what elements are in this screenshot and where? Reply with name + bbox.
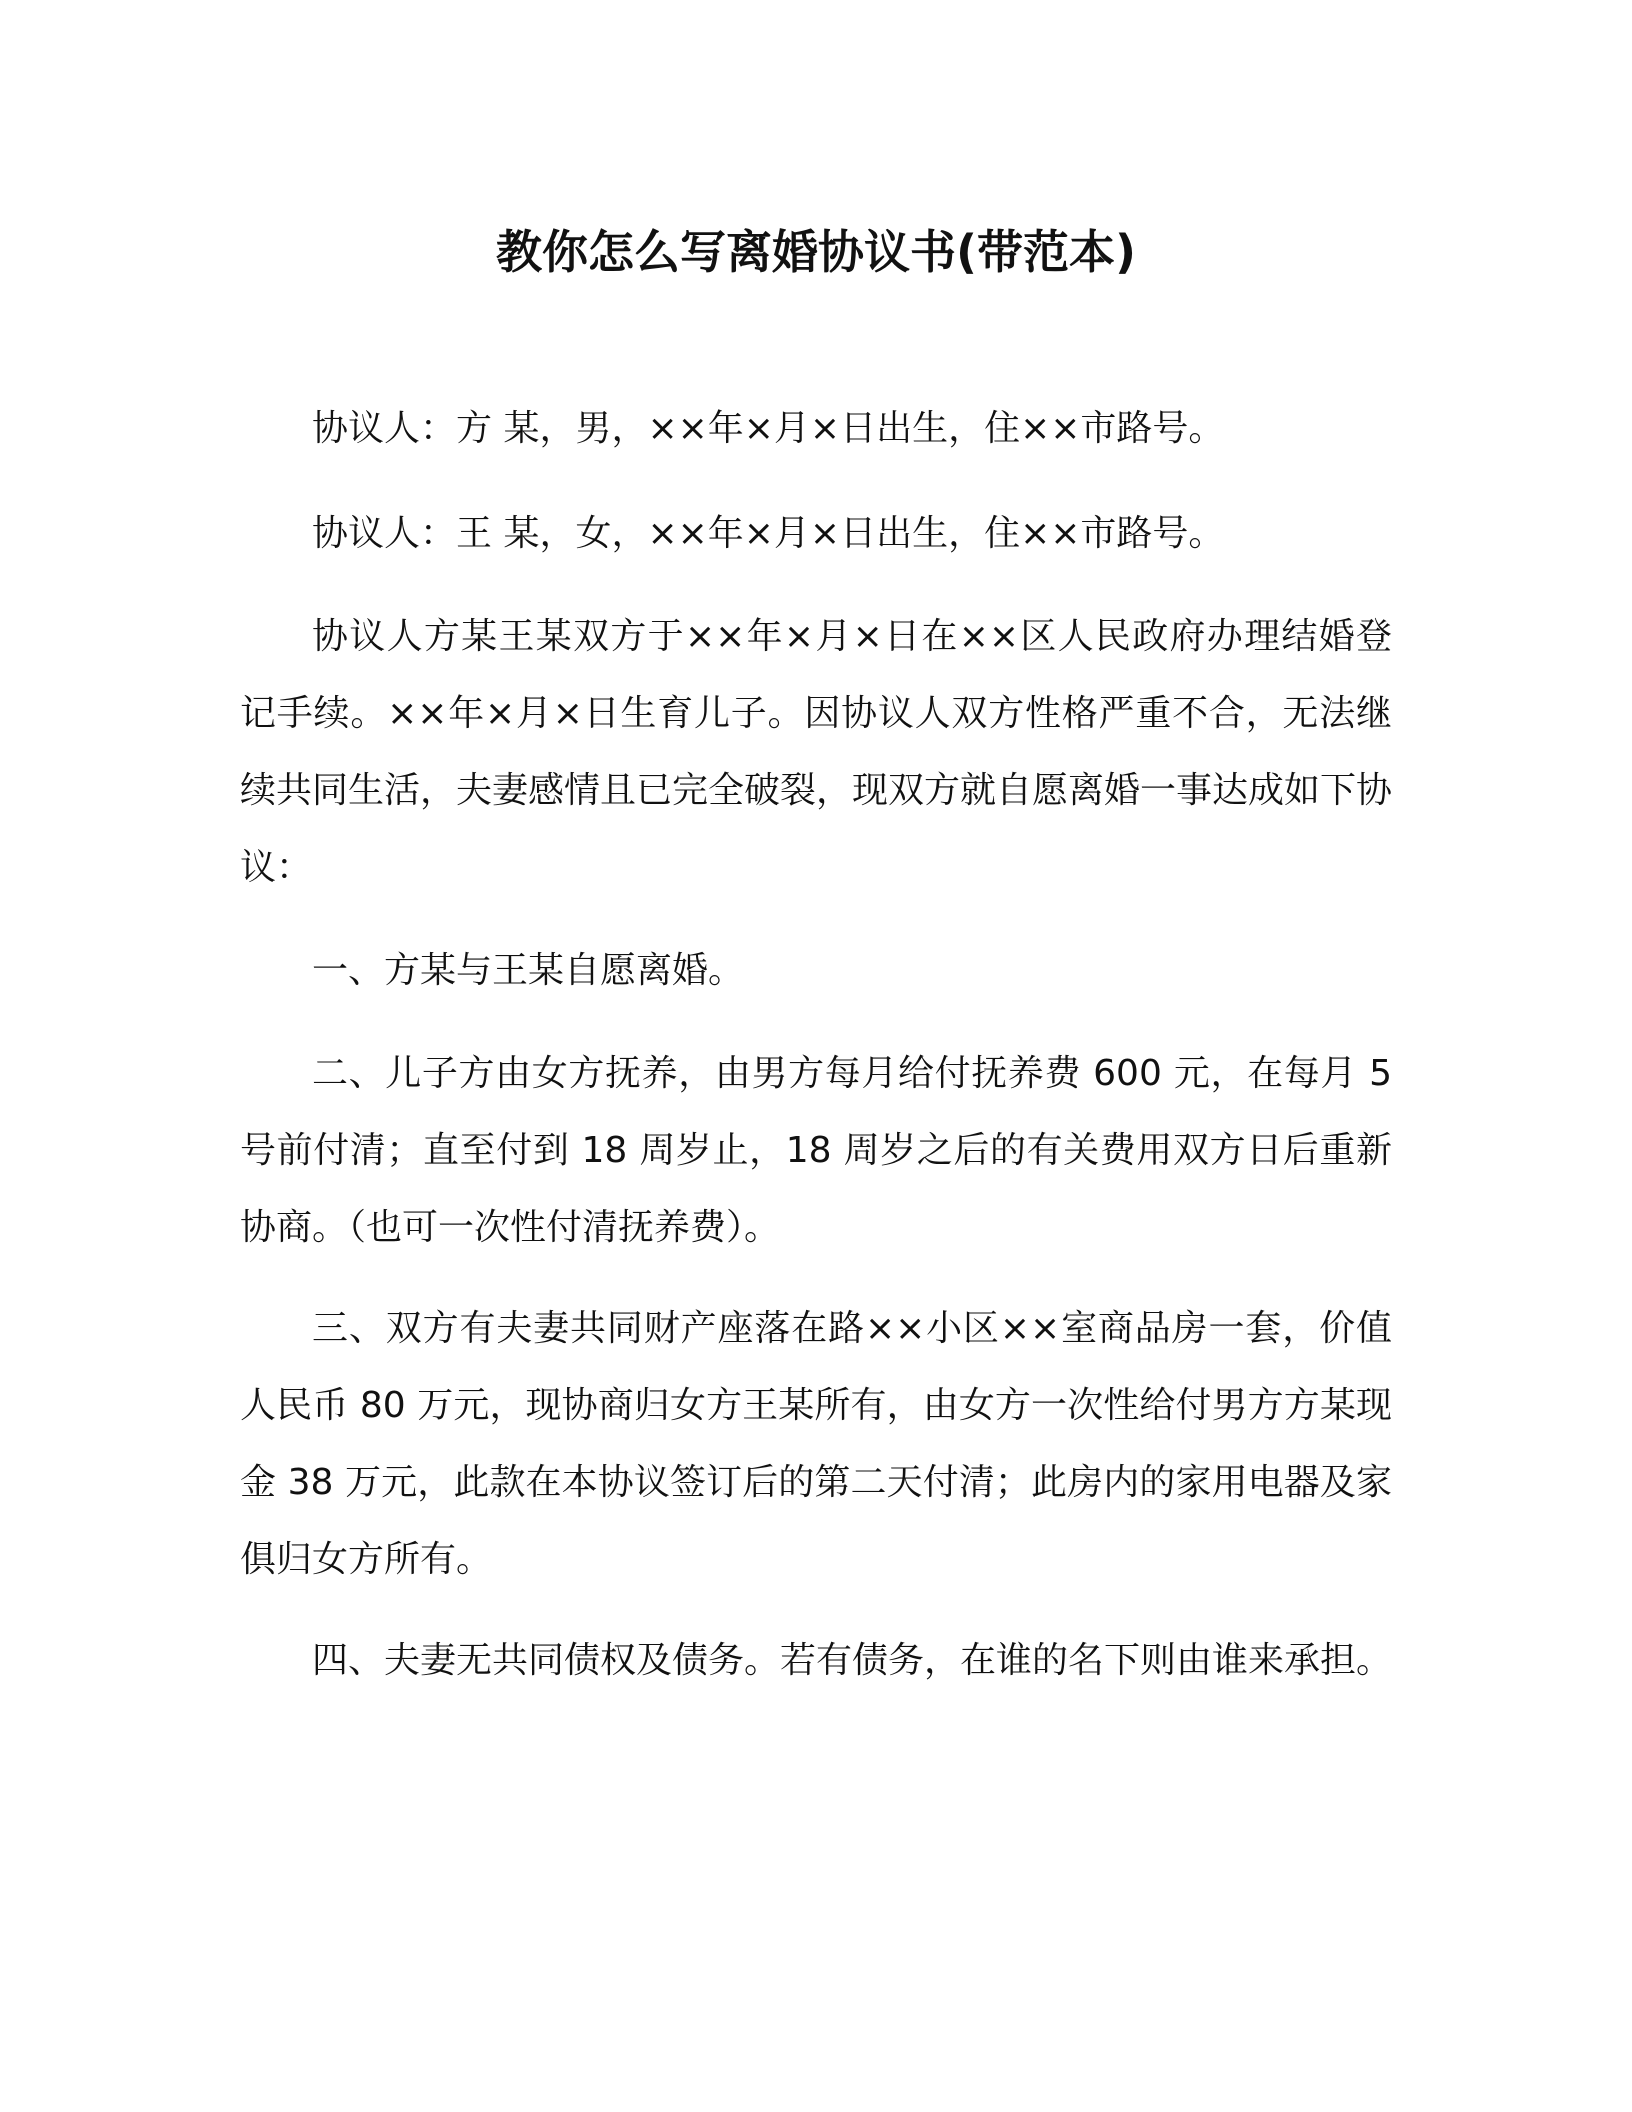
clause-1-paragraph: 一、方某与王某自愿离婚。: [312, 950, 745, 991]
party-paragraph-man: 协议人：方 某，男，××年×月×日出生，住××市路号。: [312, 408, 1225, 449]
intro-paragraph: 协议人方某王某双方于××年×月×日在××区人民政府办理结婚登记手续。××年×月×日生育儿子。因协议人双方性格严重不合，无法继续共同生活，夫妻感情且已完全破裂，现双方就自愿离婚一事达成如下协议：: [240, 616, 1393, 888]
party-paragraph-woman: 协议人：王 某，女，××年×月×日出生，住××市路号。: [312, 513, 1225, 554]
clause-2-paragraph: 二、儿子方由女方抚养，由男方每月给付抚养费 600 元，在每月 5 号前付清；直至付到 18 周岁止，18 周岁之后的有关费用双方日后重新协商。（也可一次性付清抚养费）。: [240, 1053, 1392, 1248]
clause-4-paragraph: 四、夫妻无共同债权及债务。若有债务，在谁的名下则由谁来承担。: [312, 1640, 1393, 1681]
clause-3-paragraph: 三、双方有夫妻共同财产座落在路××小区××室商品房一套，价值人民币 80 万元，现协商归女方王某所有，由女方一次性给付男方方某现金 38 万元，此款在本协议签订后的第二天付清；此房内的家用电器及家俱归女方所有。: [240, 1308, 1392, 1580]
document-title: 教你怎么写离婚协议书(带范本): [495, 225, 1137, 279]
